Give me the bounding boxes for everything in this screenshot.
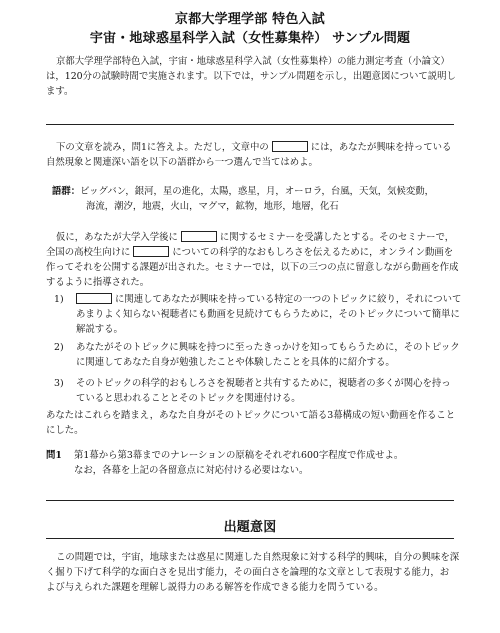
word-group: 語群：ビッグバン，銀河，星の進化，太陽，惑星，月，オーロラ，台風，天気，気候変動， 海流，潮汐，地震，火山，マグマ，鉱物，地形，地層，化石	[52, 186, 434, 212]
intro-paragraph: 京都大学理学部特色入試，宇宙・地球惑星科学入試（女性募集枠）の能力測定考査（小論文） は，120分の試験時間で実施されます。以下では，サンプル問題を示し，出題意図について説明し ます。	[46, 56, 456, 97]
section-heading: 出題意図	[223, 520, 277, 535]
question-label: 問1	[46, 450, 62, 461]
scenario-paragraph: 仮に，あなたが大学入学後に に関するセミナーを受講したとする。そのセミナーで， 全国の高校生向けに についての科学的なおもしろさを伝えるために，オンライン動画を 作ってそれを公開する課題が出された。セミナーでは，以下の三つの点に留意しながら動画を作成 するように指導された。	[46, 232, 459, 288]
point-3: 3) そのトピックの科学的おもしろさを視聴者と共有するために，視聴者の多くが関心を持っ ていると思われることとそのトピックを関連付ける。	[54, 378, 451, 404]
word-group-label: 語群：	[52, 186, 81, 197]
conclusion-paragraph: あなたはこれらを踏まえ，あなた自身がそのトピックについて語る3幕構成の短い動画を作ること にした。	[46, 410, 456, 436]
question-1: 問1 第1幕から第3幕までのナレーションの原稿をそれぞれ600字程度で作成せよ。 なお，各幕を上記の各留意点に対応付ける必要はない。	[46, 450, 404, 476]
point-number: 1)	[54, 294, 64, 305]
blank-box	[181, 231, 217, 242]
point-number: 2)	[54, 342, 64, 353]
blank-box	[133, 246, 169, 257]
point-2: 2) あなたがそのトピックに興味を持つに至ったきっかけを知ってもらうために，そのトピック に関連してあなた自身が勉強したことや体験したことを具体的に紹介する。	[54, 342, 460, 368]
point-number: 3)	[54, 378, 64, 389]
question-intro: 下の文章を読み，問1に答えよ。ただし，文章中の には，あなたが興味を持っている 自然現象と関連深い語を以下の語群から一つ選んで当てはめよ。	[46, 142, 452, 168]
divider	[46, 124, 454, 125]
page-subtitle: 宇宙・地球惑星科学入試（女性募集枠） サンプル問題	[89, 31, 411, 46]
divider	[46, 538, 454, 539]
page-title: 京都大学理学部 特色入試	[175, 12, 325, 27]
blank-box	[76, 293, 112, 304]
blank-box	[272, 141, 308, 152]
point-1: 1) に関連してあなたが興味を持っている特定の一つのトピックに絞り，それについて あまりよく知らない視聴者にも動画を見続けてもらうために，そのトピックについて簡単に 解説する。	[54, 294, 462, 335]
divider	[46, 500, 454, 501]
intent-paragraph: この問題では，宇宙，地球または惑星に関連した自然現象に対する科学的興味，自分の興味を深 く掘り下げて科学的な面白さを見出す能力，その面白さを論理的な文章として表現する能力，お よび与えられた課題を理解し説得力のある解答を作成できる能力を問うている。	[46, 552, 460, 593]
